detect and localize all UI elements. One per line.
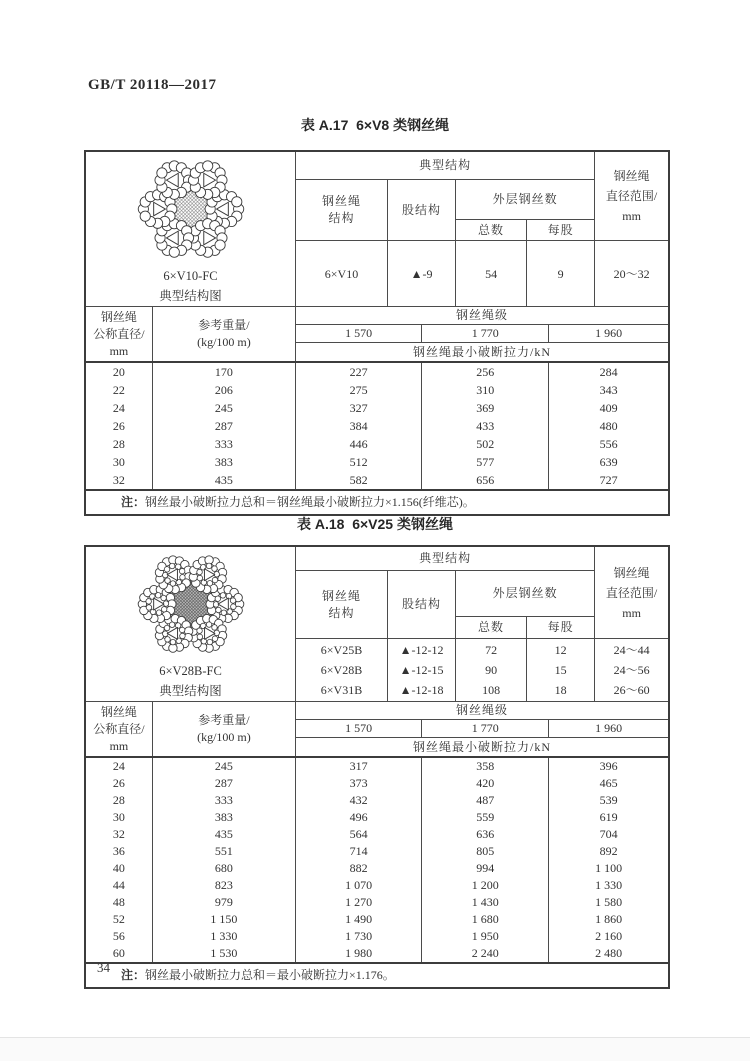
grade-value: 1 570 (296, 720, 422, 738)
header-rope-grade: 钢丝绳级 (296, 307, 668, 325)
text-line: 钢丝绳 (321, 588, 361, 603)
header-rope-structure (296, 180, 388, 241)
text-line: 24～44 (613, 643, 650, 657)
table-cell: 32 (86, 471, 152, 489)
structure-rope (296, 241, 388, 307)
header-nominal-diameter (86, 307, 152, 361)
text-line: 钢丝绳 (100, 309, 137, 324)
diagram-caption: 典型结构图 (159, 289, 222, 303)
rope-cross-section-diagram (132, 154, 250, 266)
table-row (86, 435, 668, 453)
text-line: ▲-12-12 (399, 643, 444, 657)
table-a18-grade-header (86, 702, 668, 756)
table-cell: 823 (152, 877, 295, 894)
table-cell: 556 (549, 435, 668, 453)
table-cell: 2 240 (422, 945, 549, 962)
header-strand-structure: 股结构 (387, 571, 455, 639)
table-row (86, 363, 668, 381)
table-cell: 420 (422, 775, 549, 792)
table-cell: 1 070 (296, 877, 422, 894)
table-cell: 333 (152, 435, 295, 453)
header-outer-wires: 外层钢丝数 (456, 180, 595, 220)
table-cell: 52 (86, 911, 152, 928)
text-line: 15 (554, 663, 567, 677)
table-cell: 333 (152, 792, 295, 809)
table-cell: 36 (86, 843, 152, 860)
table-cell: 1 270 (296, 894, 422, 911)
table-cell: 502 (422, 435, 549, 453)
text-line: 结构 (328, 211, 355, 225)
header-diameter-range (595, 547, 668, 639)
text-line: 24～56 (613, 663, 650, 677)
table-cell: 480 (549, 417, 668, 435)
text-line: 108 (482, 683, 501, 697)
table-cell: 1 680 (422, 911, 549, 928)
table-a17 (84, 150, 670, 516)
table-row (86, 399, 668, 417)
table-cell: 1 330 (549, 877, 668, 894)
table-cell: 1 100 (549, 860, 668, 877)
table-row (86, 417, 668, 435)
header-per-strand: 每股 (527, 220, 595, 241)
table-row (86, 792, 668, 809)
header-diameter-range (595, 152, 668, 241)
table-cell: 343 (549, 381, 668, 399)
table-cell: 60 (86, 945, 152, 962)
text-line: 钢丝绳 (100, 704, 137, 719)
text-line: 6×V25B (320, 643, 363, 657)
scan-edge (0, 1037, 750, 1061)
table-cell: 383 (152, 453, 295, 471)
table-cell: 409 (549, 399, 668, 417)
text-line: (kg/100 m) (197, 730, 251, 744)
text-line: 参考重量/ (198, 318, 250, 332)
table-a18-data (86, 758, 668, 962)
header-ref-weight (152, 307, 295, 361)
structure-diameter-range (595, 241, 668, 307)
structure-diameter-range (595, 639, 668, 702)
structure-total (456, 241, 527, 307)
text-line: 钢丝绳 (613, 169, 650, 183)
note-label: 注： (121, 495, 146, 509)
table-row (86, 453, 668, 471)
grade-value: 1 770 (422, 720, 549, 738)
table-cell: 432 (296, 792, 422, 809)
table-cell: 979 (152, 894, 295, 911)
table-cell: 539 (549, 792, 668, 809)
table-cell: 1 150 (152, 911, 295, 928)
header-rope-structure (296, 571, 388, 639)
table-cell: 636 (422, 826, 549, 843)
table-cell: 310 (422, 381, 549, 399)
table-cell: 28 (86, 792, 152, 809)
header-strand-structure: 股结构 (387, 180, 455, 241)
note-text: 钢丝最小破断拉力总和＝钢丝绳最小破断拉力×1.156(纤维芯)。 (145, 495, 475, 509)
text-line: 结构 (328, 605, 355, 620)
text-line: 90 (485, 663, 498, 677)
text-line: 公称直径/ (93, 721, 145, 736)
table-cell: 327 (296, 399, 422, 417)
table-a17-grade-header (86, 307, 668, 361)
grade-value: 1 570 (296, 325, 422, 343)
grade-value: 1 960 (549, 325, 668, 343)
text-line: mm (622, 209, 641, 223)
table-cell: 680 (152, 860, 295, 877)
table-cell: 1 200 (422, 877, 549, 894)
table-cell: 559 (422, 809, 549, 826)
diagram-caption: 典型结构图 (159, 684, 222, 698)
table-cell: 465 (549, 775, 668, 792)
header-min-breaking-force: 钢丝绳最小破断拉力/kN (296, 343, 668, 362)
text-line: 20～32 (613, 266, 650, 281)
table-cell: 369 (422, 399, 549, 417)
table-cell: 32 (86, 826, 152, 843)
table-cell: 384 (296, 417, 422, 435)
text-line: 6×V31B (320, 683, 363, 697)
table-cell: 727 (549, 471, 668, 489)
table-cell: 22 (86, 381, 152, 399)
table-cell: 805 (422, 843, 549, 860)
table-cell: 245 (152, 758, 295, 775)
table-cell: 882 (296, 860, 422, 877)
table-cell: 287 (152, 775, 295, 792)
table-cell: 28 (86, 435, 152, 453)
structure-strand (387, 241, 455, 307)
structure-rope (296, 639, 388, 702)
table-a17-structure-header (86, 152, 668, 306)
text-line: 6×V10 (324, 266, 359, 281)
structure-total (456, 639, 527, 702)
table-cell: 487 (422, 792, 549, 809)
text-line: 18 (554, 683, 567, 697)
text-line: ▲-12-15 (399, 663, 444, 677)
table-cell: 40 (86, 860, 152, 877)
text-line: 26～60 (613, 683, 650, 697)
table-row (86, 758, 668, 775)
table-cell: 656 (422, 471, 549, 489)
table-cell: 1 980 (296, 945, 422, 962)
header-per-strand: 每股 (527, 617, 595, 639)
structure-per-strand (527, 241, 595, 307)
table-cell: 2 480 (549, 945, 668, 962)
header-total: 总数 (456, 617, 527, 639)
table-cell: 564 (296, 826, 422, 843)
table-cell: 206 (152, 381, 295, 399)
table-cell: 284 (549, 363, 668, 381)
table-cell: 373 (296, 775, 422, 792)
text-line: 72 (485, 643, 498, 657)
table-cell: 170 (152, 363, 295, 381)
table-cell: 582 (296, 471, 422, 489)
table-a17-title: 表 A.17 6×V8 类钢丝绳 (300, 117, 450, 133)
table-row (86, 877, 668, 894)
table-cell: 1 430 (422, 894, 549, 911)
table-cell: 245 (152, 399, 295, 417)
text-line: (kg/100 m) (197, 335, 251, 349)
note-label: 注： (121, 968, 146, 982)
table-cell: 383 (152, 809, 295, 826)
table-cell: 24 (86, 758, 152, 775)
table-cell: 1 580 (549, 894, 668, 911)
diagram-caption: 6×V10-FC (163, 269, 218, 283)
table-cell: 48 (86, 894, 152, 911)
text-line: mm (109, 738, 129, 753)
text-line: 参考重量/ (198, 713, 250, 727)
grade-value: 1 770 (422, 325, 549, 343)
table-cell: 551 (152, 843, 295, 860)
table-row (86, 826, 668, 843)
table-cell: 287 (152, 417, 295, 435)
text-line: 公称直径/ (93, 326, 145, 341)
header-ref-weight (152, 702, 295, 756)
table-cell: 396 (549, 758, 668, 775)
table-cell: 994 (422, 860, 549, 877)
table-a17-data (86, 363, 668, 489)
diagram-caption: 6×V28B-FC (159, 664, 222, 678)
table-cell: 26 (86, 775, 152, 792)
table-cell: 358 (422, 758, 549, 775)
table-row (86, 860, 668, 877)
header-outer-wires: 外层钢丝数 (456, 571, 595, 617)
text-line: 钢丝绳 (321, 194, 361, 208)
table-cell: 1 490 (296, 911, 422, 928)
text-line: 54 (485, 266, 498, 281)
text-line: mm (109, 343, 129, 358)
table-cell: 1 330 (152, 928, 295, 945)
page-number: 34 (97, 960, 110, 975)
table-a18-note (86, 964, 668, 987)
table-a18-structure-header (86, 547, 668, 701)
table-cell: 227 (296, 363, 422, 381)
table-cell: 639 (549, 453, 668, 471)
table-cell: 275 (296, 381, 422, 399)
rope-cross-section-cell (86, 547, 296, 701)
text-line: ▲-12-18 (399, 683, 444, 697)
table-row (86, 471, 668, 489)
header-nominal-diameter (86, 702, 152, 756)
header-typical-structure: 典型结构 (296, 547, 595, 571)
rope-cross-section-cell (86, 152, 296, 306)
table-cell: 256 (422, 363, 549, 381)
table-cell: 1 530 (152, 945, 295, 962)
text-line: ▲-9 (410, 266, 433, 281)
text-line: 直径范围/ (605, 189, 658, 203)
standard-code: GB/T 20118—2017 (88, 77, 217, 93)
table-cell: 317 (296, 758, 422, 775)
table-cell: 2 160 (549, 928, 668, 945)
table-cell: 435 (152, 826, 295, 843)
table-cell: 512 (296, 453, 422, 471)
table-cell: 24 (86, 399, 152, 417)
table-row (86, 843, 668, 860)
table-cell: 44 (86, 877, 152, 894)
table-cell: 1 950 (422, 928, 549, 945)
table-cell: 435 (152, 471, 295, 489)
text-line: 6×V28B (320, 663, 363, 677)
table-row (86, 894, 668, 911)
table-a18-title: 表 A.18 6×V25 类钢丝绳 (296, 516, 453, 532)
note-text: 钢丝最小破断拉力总和＝最小破断拉力×1.176。 (145, 968, 395, 982)
table-cell: 1 860 (549, 911, 668, 928)
table-a17-note (86, 491, 668, 514)
table-cell: 714 (296, 843, 422, 860)
table-row (86, 381, 668, 399)
table-cell: 1 730 (296, 928, 422, 945)
table-cell: 433 (422, 417, 549, 435)
table-row (86, 945, 668, 962)
text-line: 直径范围/ (605, 585, 658, 600)
text-line: 9 (557, 266, 564, 281)
table-cell: 30 (86, 453, 152, 471)
table-cell: 496 (296, 809, 422, 826)
table-cell: 577 (422, 453, 549, 471)
table-cell: 619 (549, 809, 668, 826)
table-row (86, 809, 668, 826)
header-total: 总数 (456, 220, 527, 241)
structure-strand (387, 639, 455, 702)
table-row (86, 928, 668, 945)
text-line: 12 (554, 643, 567, 657)
table-cell: 446 (296, 435, 422, 453)
header-min-breaking-force: 钢丝绳最小破断拉力/kN (296, 738, 668, 757)
table-cell: 892 (549, 843, 668, 860)
header-typical-structure: 典型结构 (296, 152, 595, 180)
table-cell: 20 (86, 363, 152, 381)
table-row (86, 911, 668, 928)
table-cell: 30 (86, 809, 152, 826)
grade-value: 1 960 (549, 720, 668, 738)
table-a18 (84, 545, 670, 989)
rope-cross-section-diagram (132, 549, 250, 661)
table-cell: 26 (86, 417, 152, 435)
text-line: mm (622, 605, 641, 620)
table-cell: 56 (86, 928, 152, 945)
text-line: 钢丝绳 (613, 565, 650, 580)
table-cell: 704 (549, 826, 668, 843)
table-row (86, 775, 668, 792)
header-rope-grade: 钢丝绳级 (296, 702, 668, 720)
structure-per-strand (527, 639, 595, 702)
